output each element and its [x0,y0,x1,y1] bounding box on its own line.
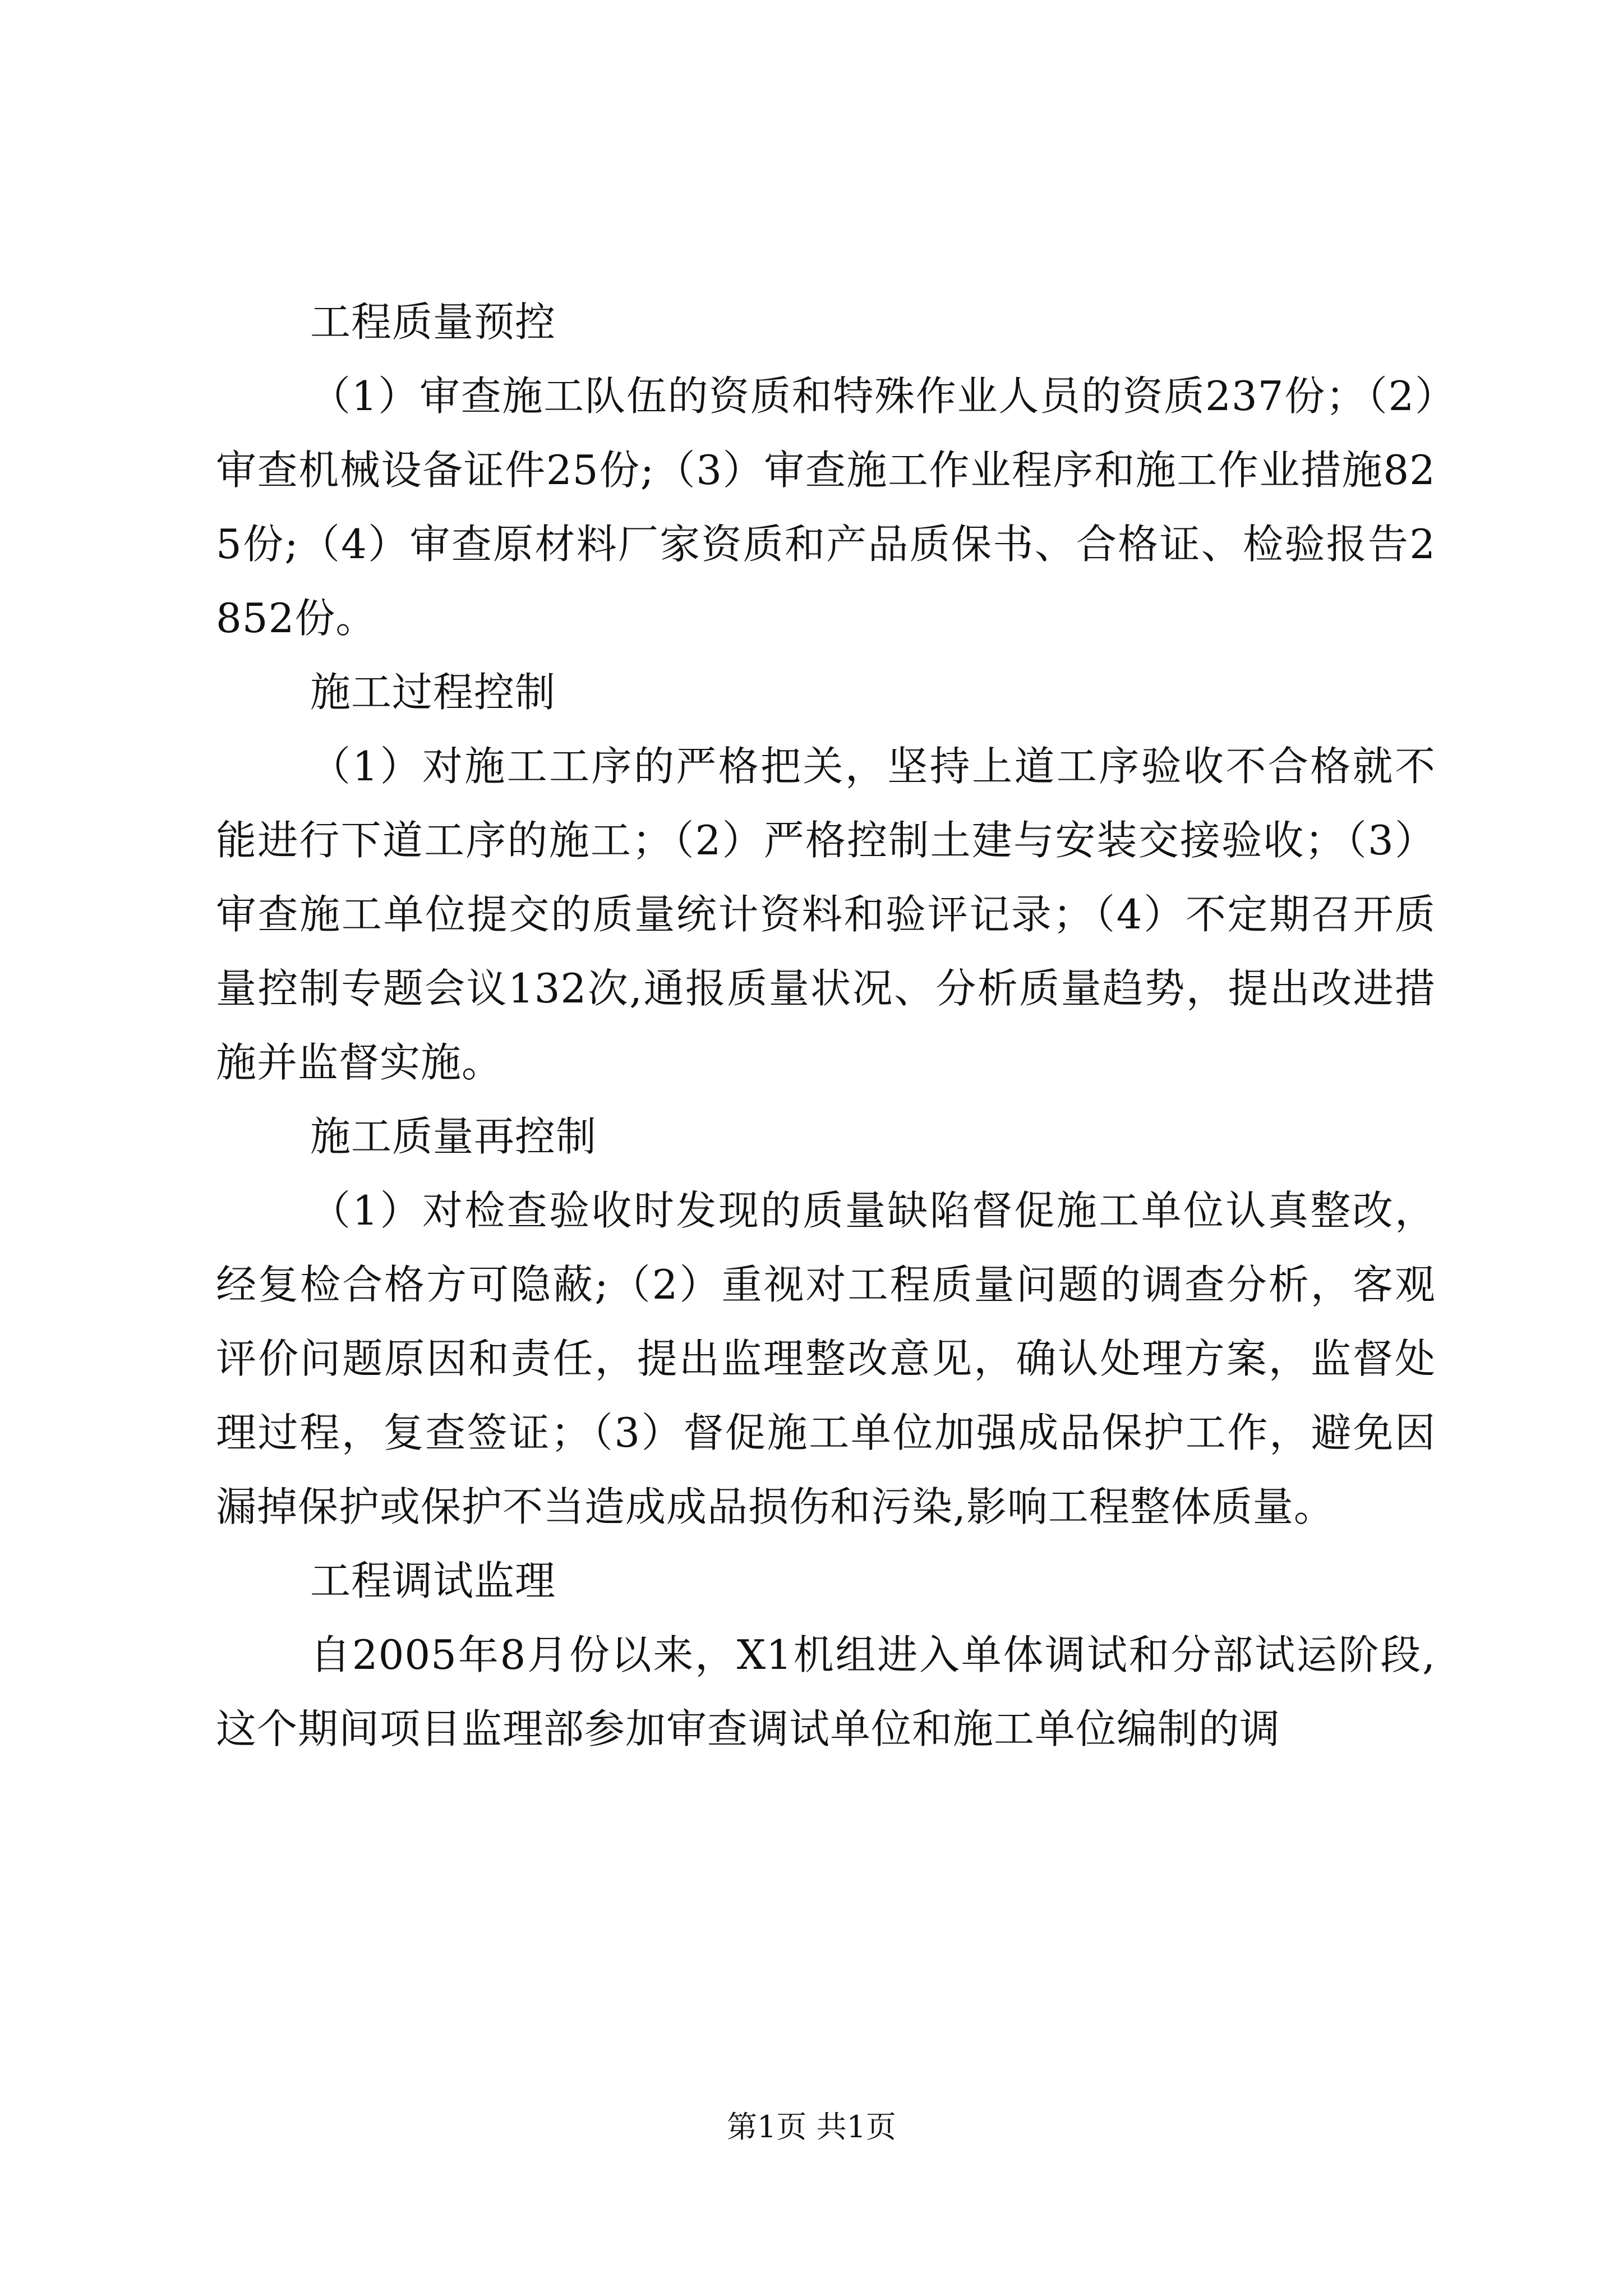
section-paragraph-process-control: （1）对施工工序的严格把关，坚持上道工序验收不合格就不能进行下道工序的施工；（2）严格控制土建与安装交接验收；（3）审查施工单位提交的质量统计资料和验评记录；（4）不定期召开质量控制专题会议132次,通报质量状况、分析质量趋势，提出改进措施并监督实施。 [216,743,1436,1086]
section-heading-quality-precontrol: 工程质量预控 [310,298,556,346]
section-heading-process-control: 施工过程控制 [310,669,556,716]
section-heading-commissioning-supervision: 工程调试监理 [310,1557,556,1604]
document-body [216,285,1436,1766]
section-paragraph-quality-precontrol: （1）审查施工队伍的资质和特殊作业人员的资质237份；（2）审查机械设备证件25份;（3）审查施工作业程序和施工作业措施825份;（4）审查原材料厂家资质和产品质保书、合格证、检验报告2852份。 [216,372,1436,642]
section-heading-quality-recontrol: 施工质量再控制 [310,1113,597,1160]
section-paragraph-commissioning-supervision: 自2005年8月份以来，X1机组进入单体调试和分部试运阶段,这个期间项目监理部参加审查调试单位和施工单位编制的调 [216,1631,1436,1752]
page-number-footer: 第1页 共1页 [727,2109,896,2145]
section-paragraph-quality-recontrol: （1）对检查验收时发现的质量缺陷督促施工单位认真整改，经复检合格方可隐蔽;（2）重视对工程质量问题的调查分析，客观评价问题原因和责任，提出监理整改意见，确认处理方案，监督处理过程，复查签证；（3）督促施工单位加强成品保护工作，避免因漏掉保护或保护不当造成成品损伤和污染,影响工程整体质量。 [216,1187,1436,1530]
